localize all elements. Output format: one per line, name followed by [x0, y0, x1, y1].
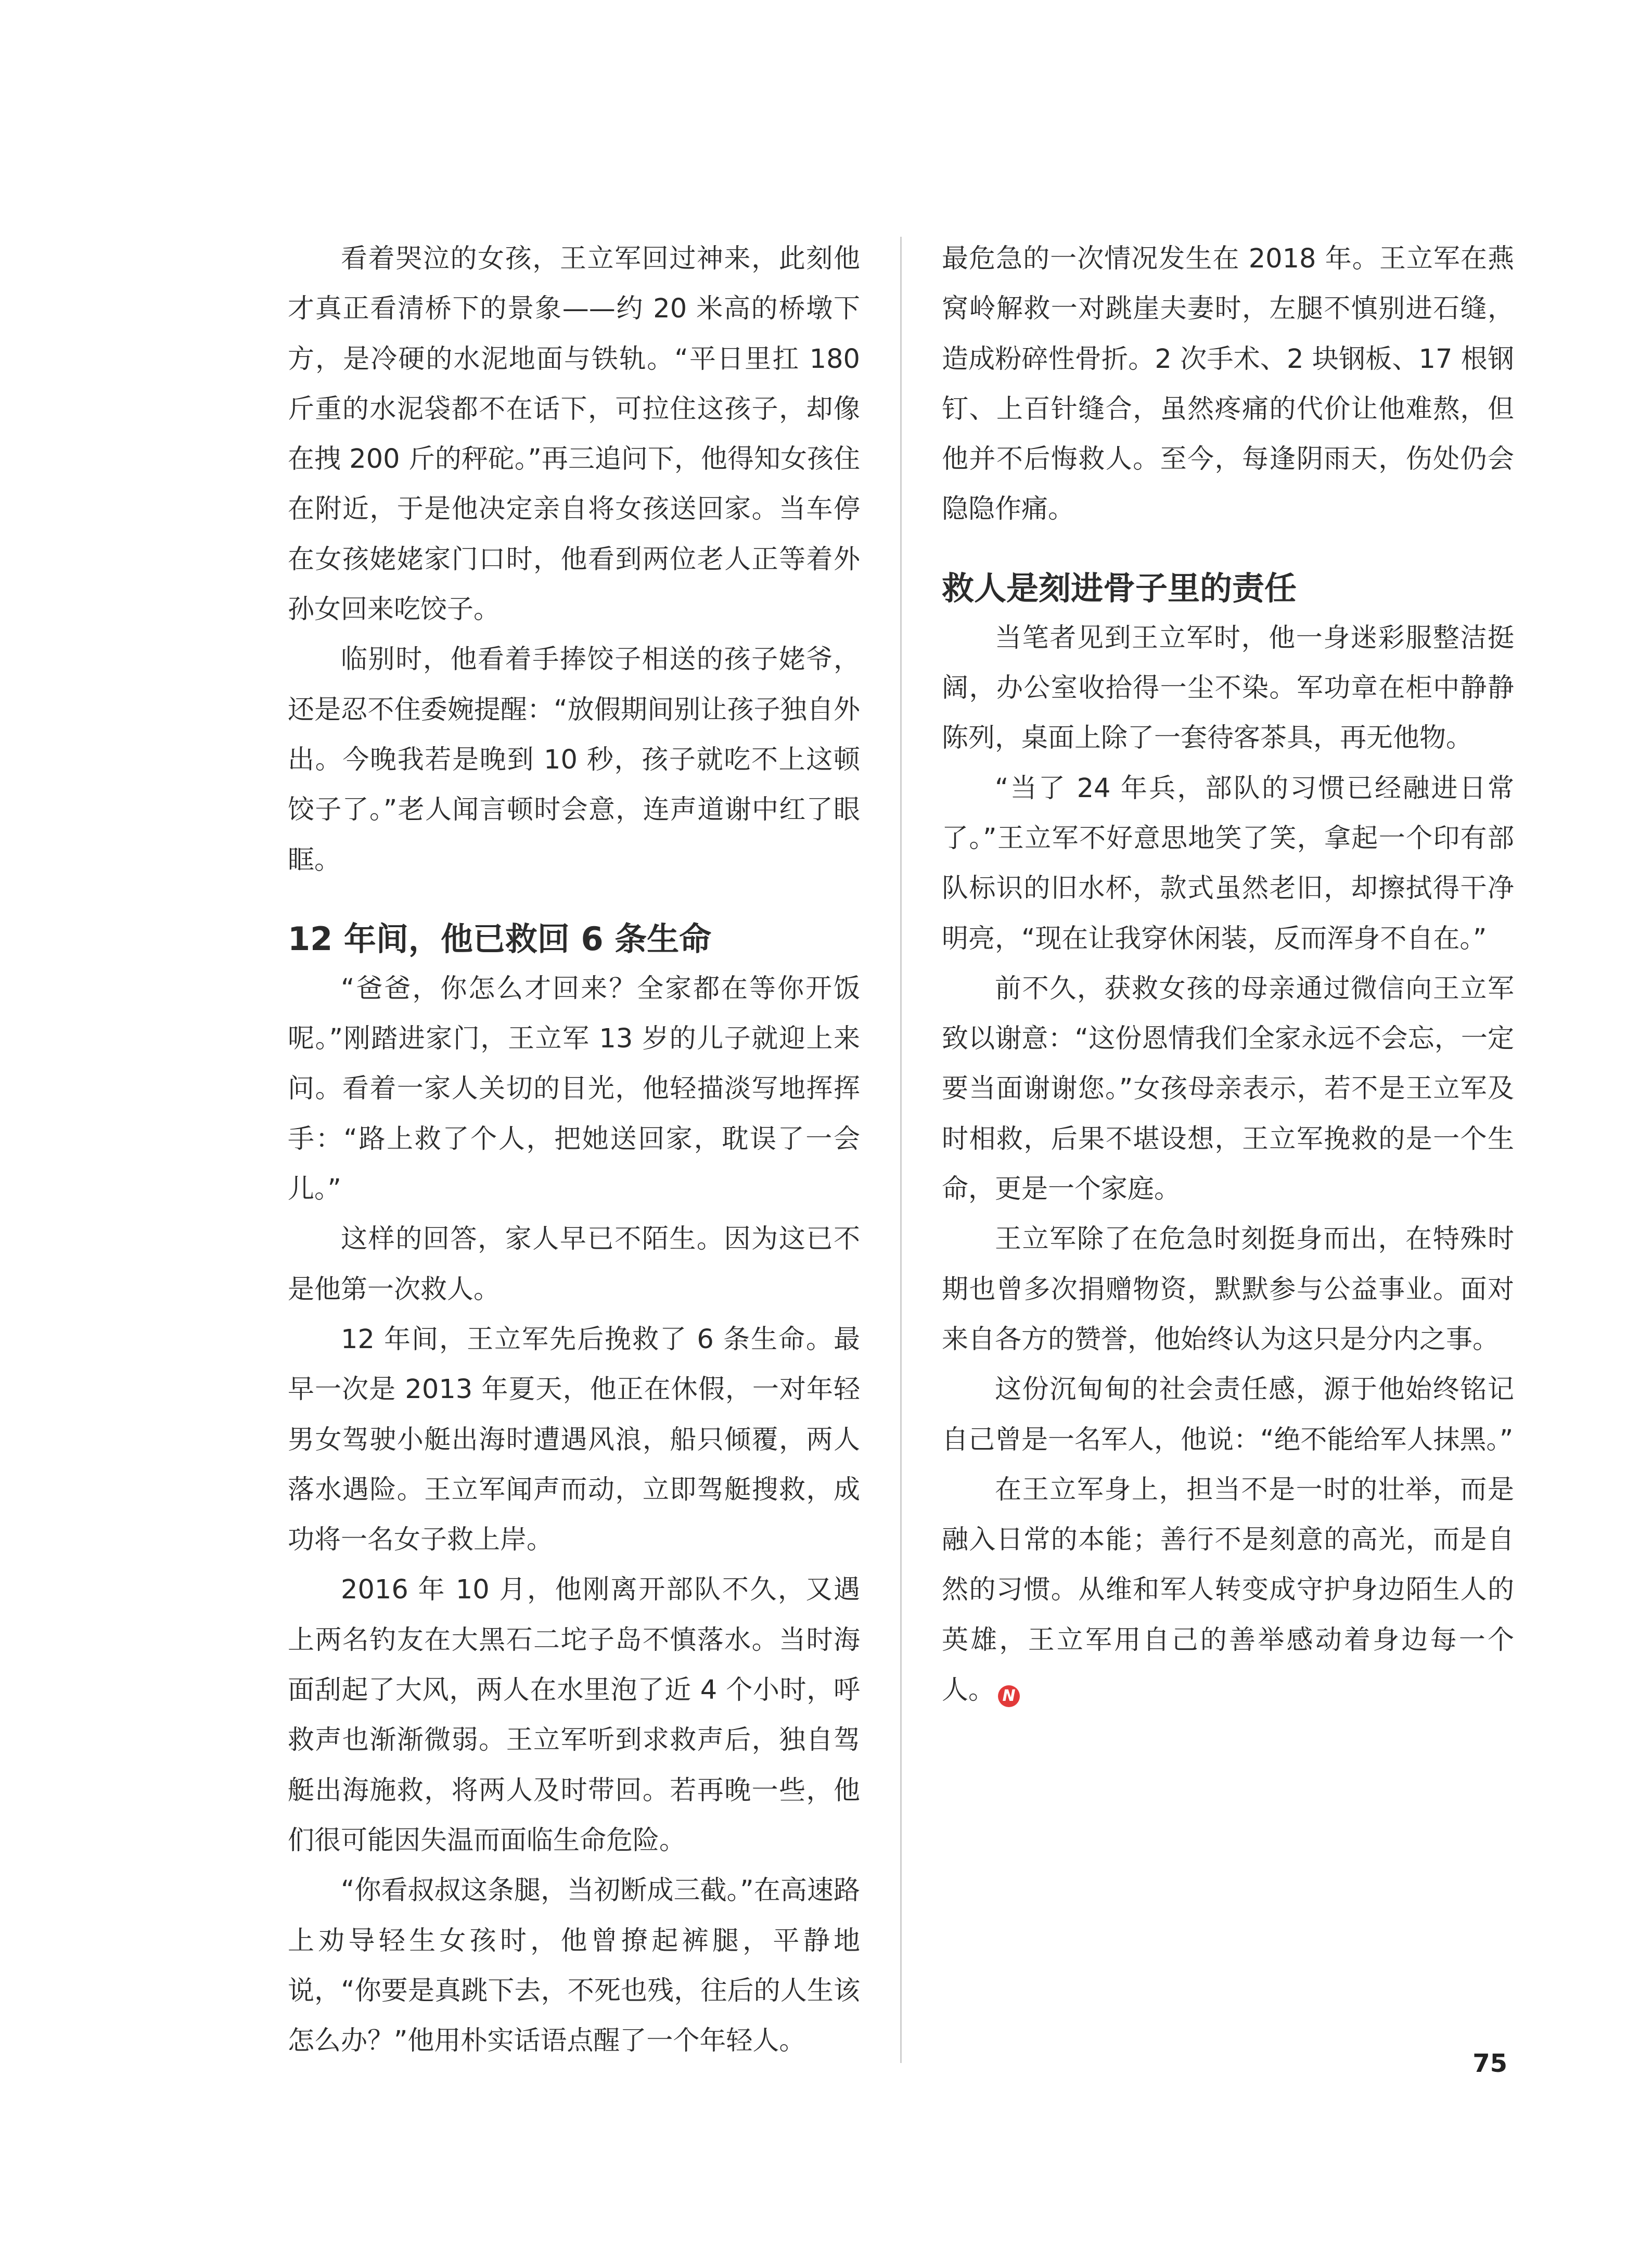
section-heading-responsibility: 救人是刻进骨子里的责任: [942, 569, 1297, 607]
section-gap: [288, 886, 860, 914]
right-paragraph-2: 当笔者见到王立军时，他一身迷彩服整洁挺阔，办公室收拾得一尘不染。军功章在柜中静静陈列，桌面上除了一套待客茶具，再无他物。: [942, 622, 1514, 754]
right-paragraph-3: “当了 24 年兵，部队的习惯已经融进日常了。”王立军不好意思地笑了笑，拿起一个印有部队标识的旧水杯，款式虽然老旧，却擦拭得干净明亮，“现在让我穿休闲装，反而浑身不自在。”: [942, 773, 1514, 954]
left-paragraph-6: 2016 年 10 月，他刚离开部队不久，又遇上两名钓友在大黑石二坨子岛不慎落水。当时海面刮起了大风，两人在水里泡了近 4 个小时，呼救声也渐渐微弱。王立军听到求救声后，独自驾艇出海施救，将两人及时带回。若再晚一些，他们很可能因失温而面临生命危险。: [288, 1574, 860, 1856]
left-column: [288, 234, 860, 2066]
left-paragraph-4: 这样的回答，家人早已不陌生。因为这已不是他第一次救人。: [288, 1224, 860, 1305]
end-mark-icon: N: [998, 1685, 1020, 1707]
left-paragraph-1: 看着哭泣的女孩，王立军回过神来，此刻他才真正看清桥下的景象——约 20 米高的桥墩下方，是冷硬的水泥地面与铁轨。“平日里扛 180 斤重的水泥袋都不在话下，可拉住这孩子，却像在拽 200 斤的秤砣。”再三追问下，他得知女孩住在附近，于是他决定亲自将女孩送回家。当车停在女孩姥姥家门口时，他看到两位老人正等着外孙女回来吃饺子。: [288, 244, 860, 625]
right-column: [942, 234, 1514, 1715]
left-paragraph-5: 12 年间，王立军先后挽救了 6 条生命。最早一次是 2013 年夏天，他正在休假，一对年轻男女驾驶小艇出海时遭遇风浪，船只倾覆，两人落水遇险。王立军闻声而动，立即驾艇搜救，成功将一名女子救上岸。: [288, 1324, 860, 1556]
left-paragraph-7: “你看叔叔这条腿，当初断成三截。”在高速路上劝导轻生女孩时，他曾撩起裤腿，平静地说，“你要是真跳下去，不死也残，往后的人生该怎么办？”他用朴实话语点醒了一个年轻人。: [288, 1875, 860, 2057]
right-paragraph-4: 前不久，获救女孩的母亲通过微信向王立军致以谢意：“这份恩情我们全家永远不会忘，一定要当面谢谢您。”女孩母亲表示，若不是王立军及时相救，后果不堪设想，王立军挽救的是一个生命，更是一个家庭。: [942, 973, 1514, 1205]
right-paragraph-6: 这份沉甸甸的社会责任感，源于他始终铭记自己曾是一名军人，他说：“绝不能给军人抹黑。”: [942, 1374, 1514, 1455]
column-divider: [900, 237, 902, 2063]
right-paragraph-1: 最危急的一次情况发生在 2018 年。王立军在燕窝岭解救一对跳崖夫妻时，左腿不慎别进石缝，造成粉碎性骨折。2 次手术、2 块钢板、17 根钢钉、上百针缝合，虽然疼痛的代价让他难熬，但他并不后悔救人。至今，每逢阴雨天，伤处仍会隐隐作痛。: [942, 244, 1514, 525]
page-number: 75: [1472, 2049, 1507, 2078]
right-paragraph-7-text: 在王立军身上，担当不是一时的壮举，而是融入日常的本能；善行不是刻意的高光，而是自然的习惯。从维和军人转变成守护身边陌生人的英雄，王立军用自己的善举感动着身边每一个人。: [942, 1474, 1514, 1706]
section-gap: [942, 535, 1514, 563]
right-paragraph-7: [942, 1465, 1514, 1715]
section-heading-12-years: 12 年间，他已救回 6 条生命: [288, 919, 712, 958]
right-paragraph-5: 王立军除了在危急时刻挺身而出，在特殊时期也曾多次捐赠物资，默默参与公益事业。面对来自各方的赞誉，他始终认为这只是分内之事。: [942, 1224, 1514, 1355]
left-paragraph-2: 临别时，他看着手捧饺子相送的孩子姥爷，还是忍不住委婉提醒：“放假期间别让孩子独自外出。今晚我若是晚到 10 秒，孩子就吃不上这顿饺子了。”老人闻言顿时会意，连声道谢中红了眼眶。: [288, 644, 860, 876]
left-paragraph-3: “爸爸，你怎么才回来？全家都在等你开饭呢。”刚踏进家门，王立军 13 岁的儿子就迎上来问。看着一家人关切的目光，他轻描淡写地挥挥手：“路上救了个人，把她送回家，耽误了一会儿。”: [288, 973, 860, 1205]
